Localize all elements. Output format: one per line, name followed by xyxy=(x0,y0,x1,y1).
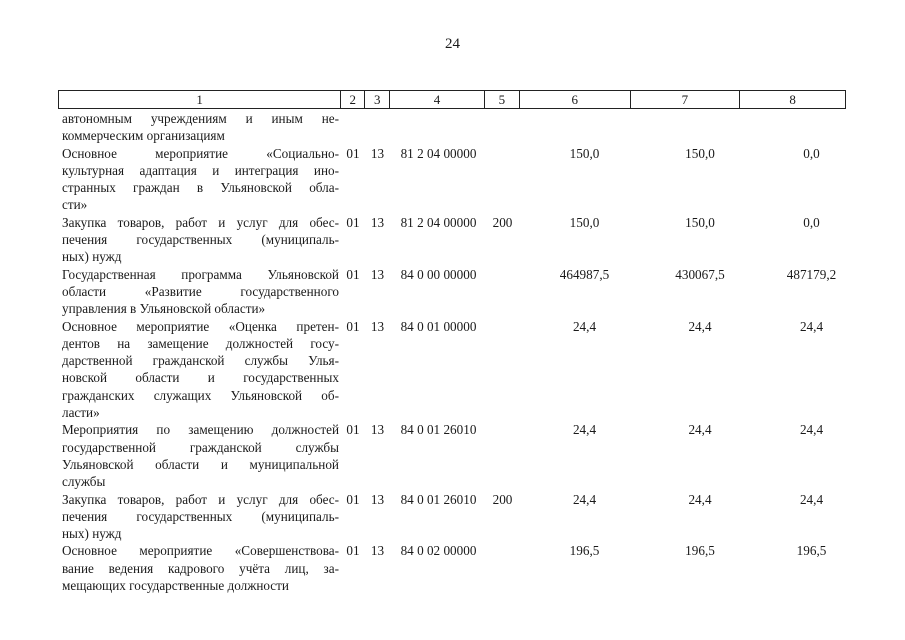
amount-year-3: 487179,2 xyxy=(786,266,837,282)
amount-year-3: 0,0 xyxy=(803,145,820,161)
row-name-cell xyxy=(58,214,341,266)
table-row xyxy=(58,145,846,214)
row-name-line: печения государственных (муниципаль- xyxy=(62,508,339,524)
amount-year-1: 464987,5 xyxy=(559,266,610,282)
amount-year-2: 24,4 xyxy=(688,422,712,438)
row-name-cell xyxy=(58,542,341,594)
header-cell-2: 2 xyxy=(341,91,365,108)
subsection-code: 13 xyxy=(370,145,385,161)
table-row xyxy=(58,318,846,422)
table-row xyxy=(58,421,846,490)
row-name-line: службы xyxy=(62,474,106,490)
amount-year-2: 196,5 xyxy=(685,543,715,559)
row-name-cell xyxy=(58,266,341,318)
row-name-line: коммерческим организациям xyxy=(62,128,225,144)
row-name-line: новской области и государственных xyxy=(62,370,339,386)
row-name-line: управления в Ульяновской области» xyxy=(62,301,266,317)
row-name-line: гражданских служащих Ульяновской об- xyxy=(62,387,339,403)
table-row xyxy=(58,491,846,543)
section-code: 01 xyxy=(346,491,360,507)
row-name-line: Закупка товаров, работ и услуг для обес- xyxy=(62,214,339,230)
target-article-code: 84 0 01 00000 xyxy=(400,318,477,334)
row-name-line: Мероприятия по замещению должностей xyxy=(62,422,339,438)
budget-table xyxy=(58,90,846,594)
header-cell-5: 5 xyxy=(485,91,520,108)
amount-year-2: 430067,5 xyxy=(675,266,725,282)
row-name-cell xyxy=(58,491,341,543)
row-name-line: автономным учреждениям и иным не- xyxy=(62,111,339,126)
row-name-cell xyxy=(58,110,341,145)
header-cell-1: 1 xyxy=(59,91,341,108)
amount-year-3: 0,0 xyxy=(803,214,820,230)
row-name-line: ных) нужд xyxy=(62,249,122,265)
row-name-line: сти» xyxy=(62,197,88,213)
header-cell-3: 3 xyxy=(365,91,390,108)
header-cell-4: 4 xyxy=(390,91,485,108)
amount-year-2: 150,0 xyxy=(685,214,715,230)
amount-year-3: 24,4 xyxy=(799,422,824,438)
target-article-code: 84 0 01 26010 xyxy=(400,491,477,507)
subsection-code: 13 xyxy=(370,422,385,438)
amount-year-2: 24,4 xyxy=(688,318,712,334)
row-name-cell xyxy=(58,421,341,490)
header-cell-6: 6 xyxy=(520,91,631,108)
row-name-line: государственной гражданской службы xyxy=(62,439,339,455)
amount-year-3: 24,4 xyxy=(799,318,824,334)
header-cell-7: 7 xyxy=(631,91,741,108)
amount-year-1: 24,4 xyxy=(572,422,597,438)
header-cell-8: 8 xyxy=(789,92,796,107)
section-code: 01 xyxy=(346,318,360,334)
row-name-line: странных граждан в Ульяновской обла- xyxy=(62,180,339,196)
amount-year-1: 150,0 xyxy=(569,214,600,230)
subsection-code: 13 xyxy=(370,543,385,559)
section-code: 01 xyxy=(346,214,360,230)
amount-year-1: 24,4 xyxy=(572,318,597,334)
section-code: 01 xyxy=(346,422,360,438)
row-name-line: области «Развитие государственного xyxy=(62,283,339,299)
amount-year-3: 196,5 xyxy=(796,543,827,559)
row-name-line: печения государственных (муниципаль- xyxy=(62,232,339,248)
expense-type-code: 200 xyxy=(492,491,513,507)
target-article-code: 84 0 01 26010 xyxy=(400,422,477,438)
table-header-row xyxy=(58,90,846,109)
subsection-code: 13 xyxy=(370,214,385,230)
target-article-code: 81 2 04 00000 xyxy=(400,214,477,230)
subsection-code: 13 xyxy=(370,491,385,507)
subsection-code: 13 xyxy=(370,318,385,334)
row-name-cell xyxy=(58,318,341,422)
table-row xyxy=(58,266,846,318)
page-number: 24 xyxy=(445,36,460,52)
table-body xyxy=(58,110,846,594)
amount-year-1: 24,4 xyxy=(572,491,597,507)
amount-year-3: 24,4 xyxy=(799,491,824,507)
target-article-code: 84 0 02 00000 xyxy=(400,543,477,559)
row-name-cell xyxy=(58,145,341,214)
row-name-line: Основное мероприятие «Оценка претен- xyxy=(62,318,339,334)
row-name-line: Ульяновской области и муниципальной xyxy=(62,456,339,472)
target-article-code: 81 2 04 00000 xyxy=(400,145,477,161)
amount-year-2: 24,4 xyxy=(688,491,712,507)
amount-year-1: 150,0 xyxy=(569,145,600,161)
row-name-line: культурная адаптация и интеграция ино- xyxy=(62,162,339,178)
section-code: 01 xyxy=(346,543,360,559)
row-name-line: ных) нужд xyxy=(62,526,122,542)
amount-year-1: 196,5 xyxy=(569,543,600,559)
row-name-line: Основное мероприятие «Совершенствова- xyxy=(62,543,339,559)
table-row xyxy=(58,110,846,145)
row-name-line: дентов на замещение должностей госу- xyxy=(62,335,339,351)
row-name-line: Основное мероприятие «Социально- xyxy=(62,145,339,161)
row-name-line: вание ведения кадрового учёта лиц, за- xyxy=(62,560,339,576)
amount-year-2: 150,0 xyxy=(685,145,715,161)
section-code: 01 xyxy=(346,266,360,282)
section-code: 01 xyxy=(346,145,360,161)
row-name-line: ласти» xyxy=(62,405,100,421)
row-name-line: Государственная программа Ульяновской xyxy=(62,266,339,282)
target-article-code: 84 0 00 00000 xyxy=(400,266,477,282)
expense-type-code: 200 xyxy=(492,214,513,230)
row-name-line: Закупка товаров, работ и услуг для обес- xyxy=(62,491,339,507)
table-row xyxy=(58,214,846,266)
row-name-line: мещающих государственные должности xyxy=(62,578,289,594)
row-name-line: дарственной гражданской службы Улья- xyxy=(62,353,339,369)
table-row xyxy=(58,542,846,594)
subsection-code: 13 xyxy=(370,266,385,282)
